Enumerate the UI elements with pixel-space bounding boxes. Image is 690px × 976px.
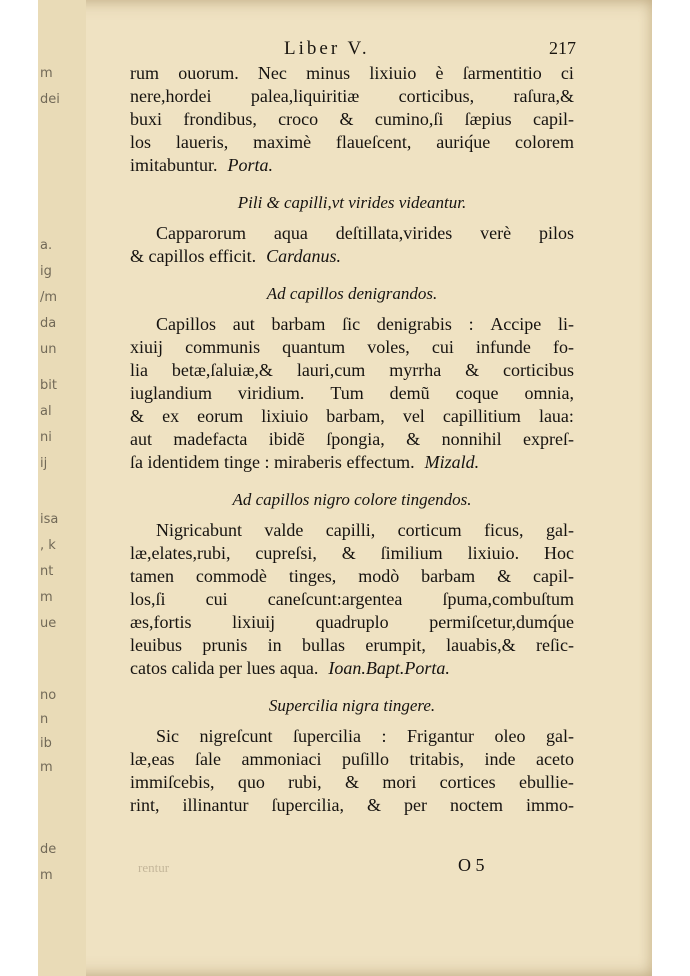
margin-fragment: m — [40, 590, 53, 605]
margin-fragment: da — [40, 316, 57, 331]
source-citation: Ioan.Bapt.Porta. — [328, 658, 450, 678]
book-page — [38, 0, 652, 976]
text-line: los laueris, maximè flaueſcent, auriq́ue colorem — [130, 132, 574, 152]
margin-fragment: ue — [40, 616, 57, 631]
section-heading: Ad capillos nigro colore tingendos. — [232, 490, 472, 509]
margin-fragment: no — [40, 688, 57, 703]
catchword: rentur — [138, 860, 170, 875]
margin-fragment: al — [40, 404, 52, 419]
text-line: aut madefacta ibidẽ ſpongia, & nonnihil expreſ- — [130, 429, 574, 449]
text-line: & ex eorum lixiuio barbam, vel capillitium laua: — [130, 406, 574, 426]
section-heading: Pili & capilli,vt virides videantur. — [237, 193, 467, 212]
section-0 — [130, 62, 574, 177]
text-line: buxi frondibus, croco & cumino,ſi ſæpius capil- — [130, 109, 574, 129]
margin-fragment: ni — [40, 430, 52, 445]
text-line: nere,hordei palea,liquiritiæ corticibus, raſura,& — [130, 86, 574, 106]
text-line: & capillos efficit. Cardanus. — [130, 246, 341, 266]
text-line: xiuij communis quantum voles, cui infunde fo- — [130, 337, 574, 357]
source-citation: Mizald. — [424, 452, 480, 472]
margin-fragment: /m — [40, 290, 58, 305]
text-line: æs,fortis lixiuij quadruplo permiſcetur,dumq́ue — [130, 612, 574, 632]
text-line: catos calida per lues aqua. Ioan.Bapt.Porta. — [130, 658, 450, 678]
signature-mark: O 5 — [458, 855, 485, 875]
text-line: imitabuntur. Porta. — [130, 155, 274, 175]
text-line: læ,eas ſale ammoniaci puſillo tritabis, inde aceto — [130, 749, 574, 769]
margin-fragment: isa — [40, 512, 59, 527]
text-line: rum ouorum. Nec minus lixiuio è ſarmentitio ci — [130, 63, 574, 83]
section-4 — [130, 694, 574, 817]
text-line: ſa identidem tinge : miraberis effectum. Mizald. — [130, 452, 480, 472]
margin-fragment: m — [40, 868, 53, 883]
text-line: læ,elates,rubi, cupreſsi, & ſimilium lixiuio. Hoc — [130, 543, 574, 563]
margin-fragment: m — [40, 760, 53, 775]
margin-fragment: de — [40, 842, 57, 857]
margin-fragment: m — [40, 66, 53, 81]
margin-fragment: a. — [40, 238, 53, 253]
margin-fragment: ib — [40, 736, 52, 751]
text-line: Sic nigreſcunt ſupercilia : Frigantur oleo gal- — [156, 726, 574, 746]
text-line: tamen commodè tinges, modò barbam & capil- — [130, 566, 574, 586]
margin-fragment: ij — [40, 456, 48, 471]
text-line: leuibus prunis in bullas erumpit, lauabis,& reſic- — [130, 635, 574, 655]
margin-fragment: ig — [40, 264, 52, 279]
source-citation: Porta. — [227, 155, 274, 175]
page-header — [116, 38, 576, 64]
facing-page-bleed — [38, 0, 86, 976]
margin-fragment: dei — [40, 92, 60, 107]
section-heading: Ad capillos denigrandos. — [266, 284, 438, 303]
section-3 — [130, 488, 574, 680]
margin-fragment: un — [40, 342, 57, 357]
margin-fragment: , k — [40, 538, 56, 553]
text-line: los,ſi cui caneſcunt:argentea ſpuma,combuſtum — [130, 589, 574, 609]
text-line: iuglandium viridium. Tum demũ coque omnia, — [130, 383, 574, 403]
text-line: rint, illinantur ſupercilia, & per noctem immo- — [130, 795, 574, 815]
page-number: 217 — [549, 38, 576, 58]
section-heading: Supercilia nigra tingere. — [268, 696, 436, 715]
text-line: Nigricabunt valde capilli, corticum ficus, gal- — [156, 520, 574, 540]
text-line: Capparorum aqua deſtillata,virides verè pilos — [156, 223, 574, 243]
margin-fragment: n — [40, 712, 49, 727]
page-text — [130, 62, 574, 817]
source-citation: Cardanus. — [266, 246, 341, 266]
section-2 — [130, 282, 574, 474]
text-line: Capillos aut barbam ſic denigrabis : Accipe li- — [156, 314, 574, 334]
section-1 — [130, 191, 574, 268]
margin-fragment: bit — [40, 378, 57, 393]
text-line: lia betæ,ſaluiæ,& lauri,cum myrrha & corticibus — [130, 360, 574, 380]
running-head: Liber V. — [284, 38, 370, 59]
margin-fragment: nt — [40, 564, 54, 579]
text-line: immiſcebis, quo rubi, & mori cortices ebullie- — [130, 772, 574, 792]
